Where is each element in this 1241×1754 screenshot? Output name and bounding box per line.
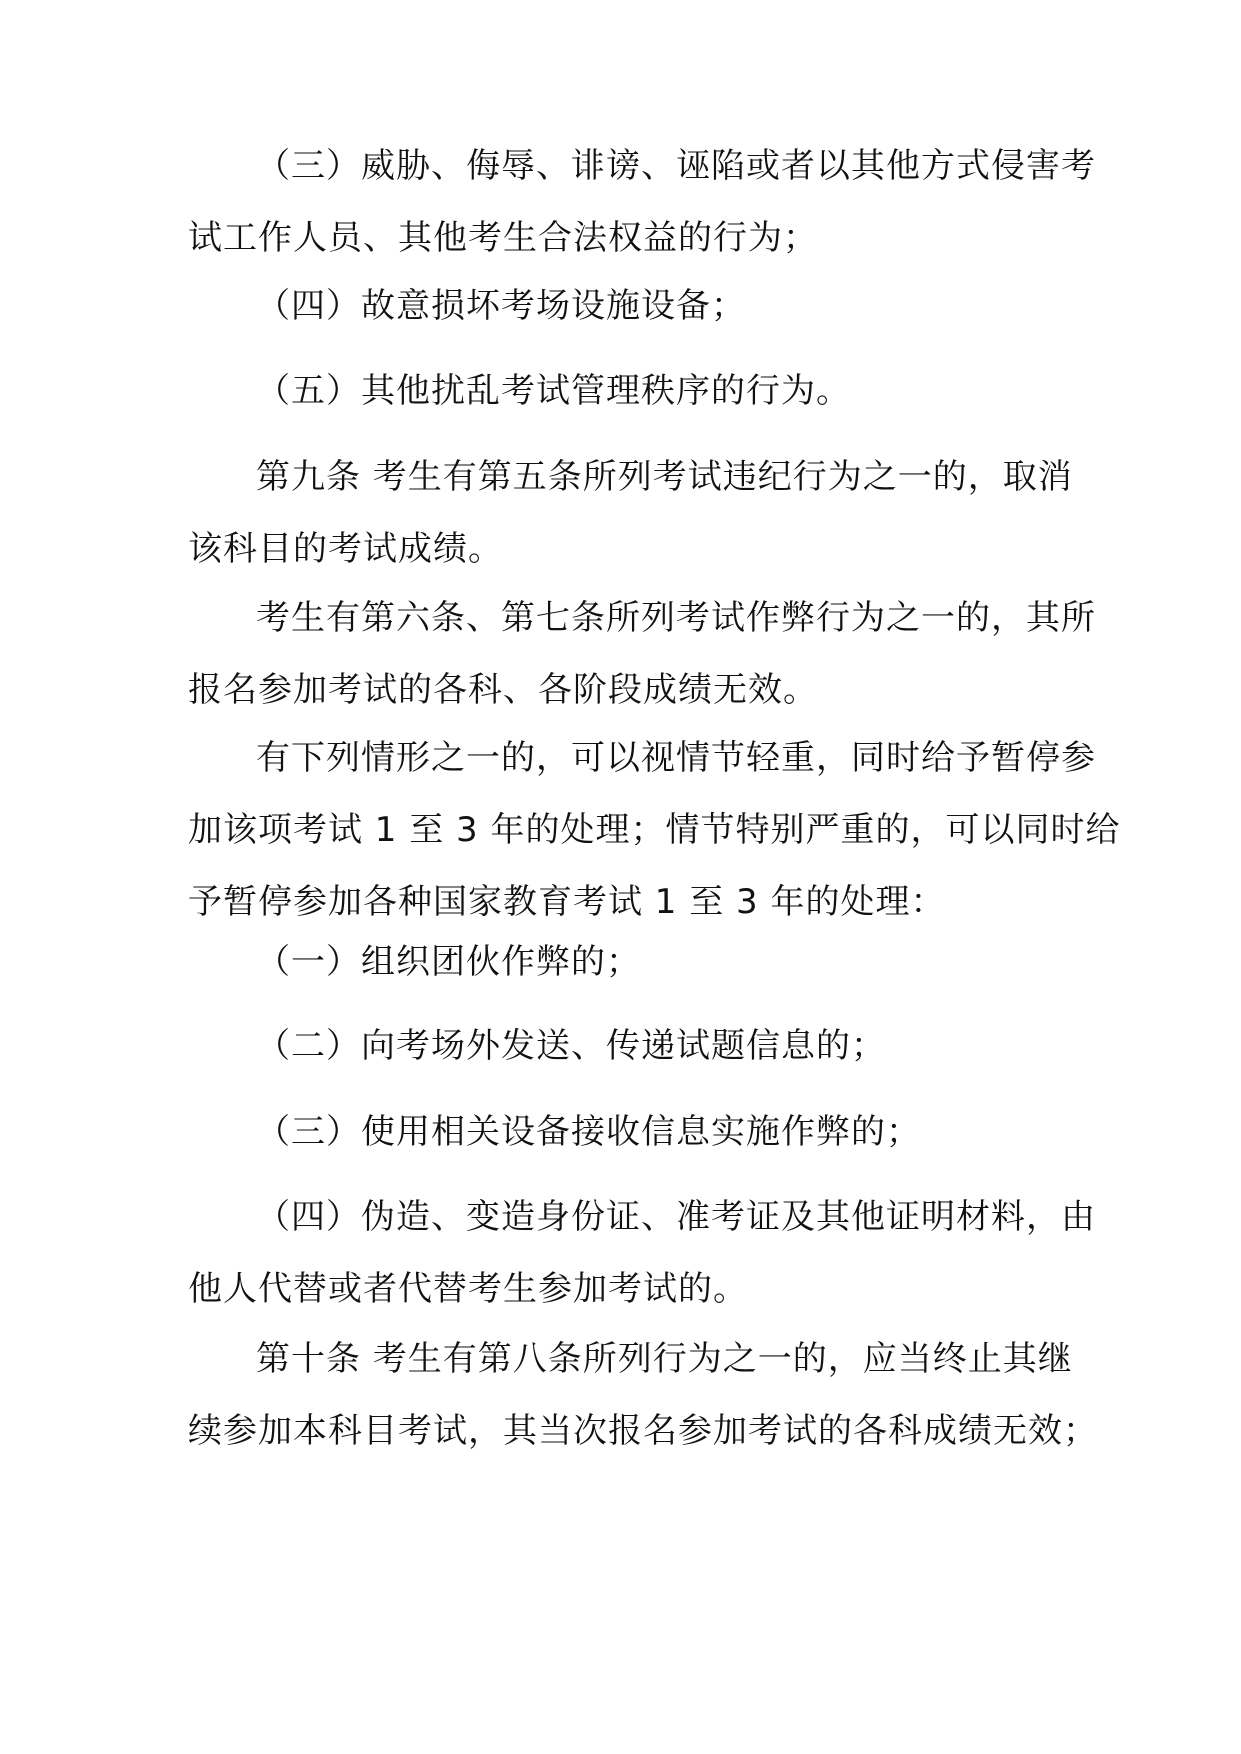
text-line: 加该项考试 1 至 3 年的处理；情节特别严重的，可以同时给 xyxy=(188,810,1121,850)
text-line: （四）故意损坏考场设施设备； xyxy=(256,286,746,326)
paragraph-item-3-threats xyxy=(188,130,1096,274)
paragraph-sub-item-3 xyxy=(188,1096,1068,1168)
text-line: （四）伪造、变造身份证、准考证及其他证明材料，由 xyxy=(256,1197,1096,1237)
paragraph-sub-item-1 xyxy=(188,926,1068,998)
text-line: （一）组织团伙作弊的； xyxy=(256,942,641,982)
text-line: 试工作人员、其他考生合法权益的行为； xyxy=(188,218,818,258)
paragraph-item-5-disruption xyxy=(188,355,1068,427)
paragraph-sub-item-4 xyxy=(188,1181,1096,1325)
paragraph-item-4-damage xyxy=(188,270,1068,342)
text-line: 第十条 考生有第八条所列行为之一的，应当终止其继 xyxy=(256,1339,1073,1379)
paragraph-suspension xyxy=(188,722,1121,938)
text-line: （五）其他扰乱考试管理秩序的行为。 xyxy=(256,371,851,411)
paragraph-article-10 xyxy=(188,1323,1098,1467)
paragraph-cheating-invalid xyxy=(188,582,1096,726)
text-line: （三）威胁、侮辱、诽谤、诬陷或者以其他方式侵害考 xyxy=(256,146,1096,186)
text-line: 予暂停参加各种国家教育考试 1 至 3 年的处理： xyxy=(188,882,946,922)
text-line: （三）使用相关设备接收信息实施作弊的； xyxy=(256,1112,921,1152)
paragraph-sub-item-2 xyxy=(188,1010,1068,1082)
text-line: （二）向考场外发送、传递试题信息的； xyxy=(256,1026,886,1066)
text-line: 第九条 考生有第五条所列考试违纪行为之一的，取消 xyxy=(256,457,1073,497)
text-line: 考生有第六条、第七条所列考试作弊行为之一的，其所 xyxy=(256,598,1096,638)
text-line: 有下列情形之一的，可以视情节轻重，同时给予暂停参 xyxy=(256,738,1096,778)
text-line: 该科目的考试成绩。 xyxy=(188,529,503,569)
text-line: 他人代替或者代替考生参加考试的。 xyxy=(188,1269,748,1309)
paragraph-article-9 xyxy=(188,441,1073,585)
text-line: 报名参加考试的各科、各阶段成绩无效。 xyxy=(188,670,818,710)
text-line: 续参加本科目考试，其当次报名参加考试的各科成绩无效； xyxy=(188,1411,1098,1451)
